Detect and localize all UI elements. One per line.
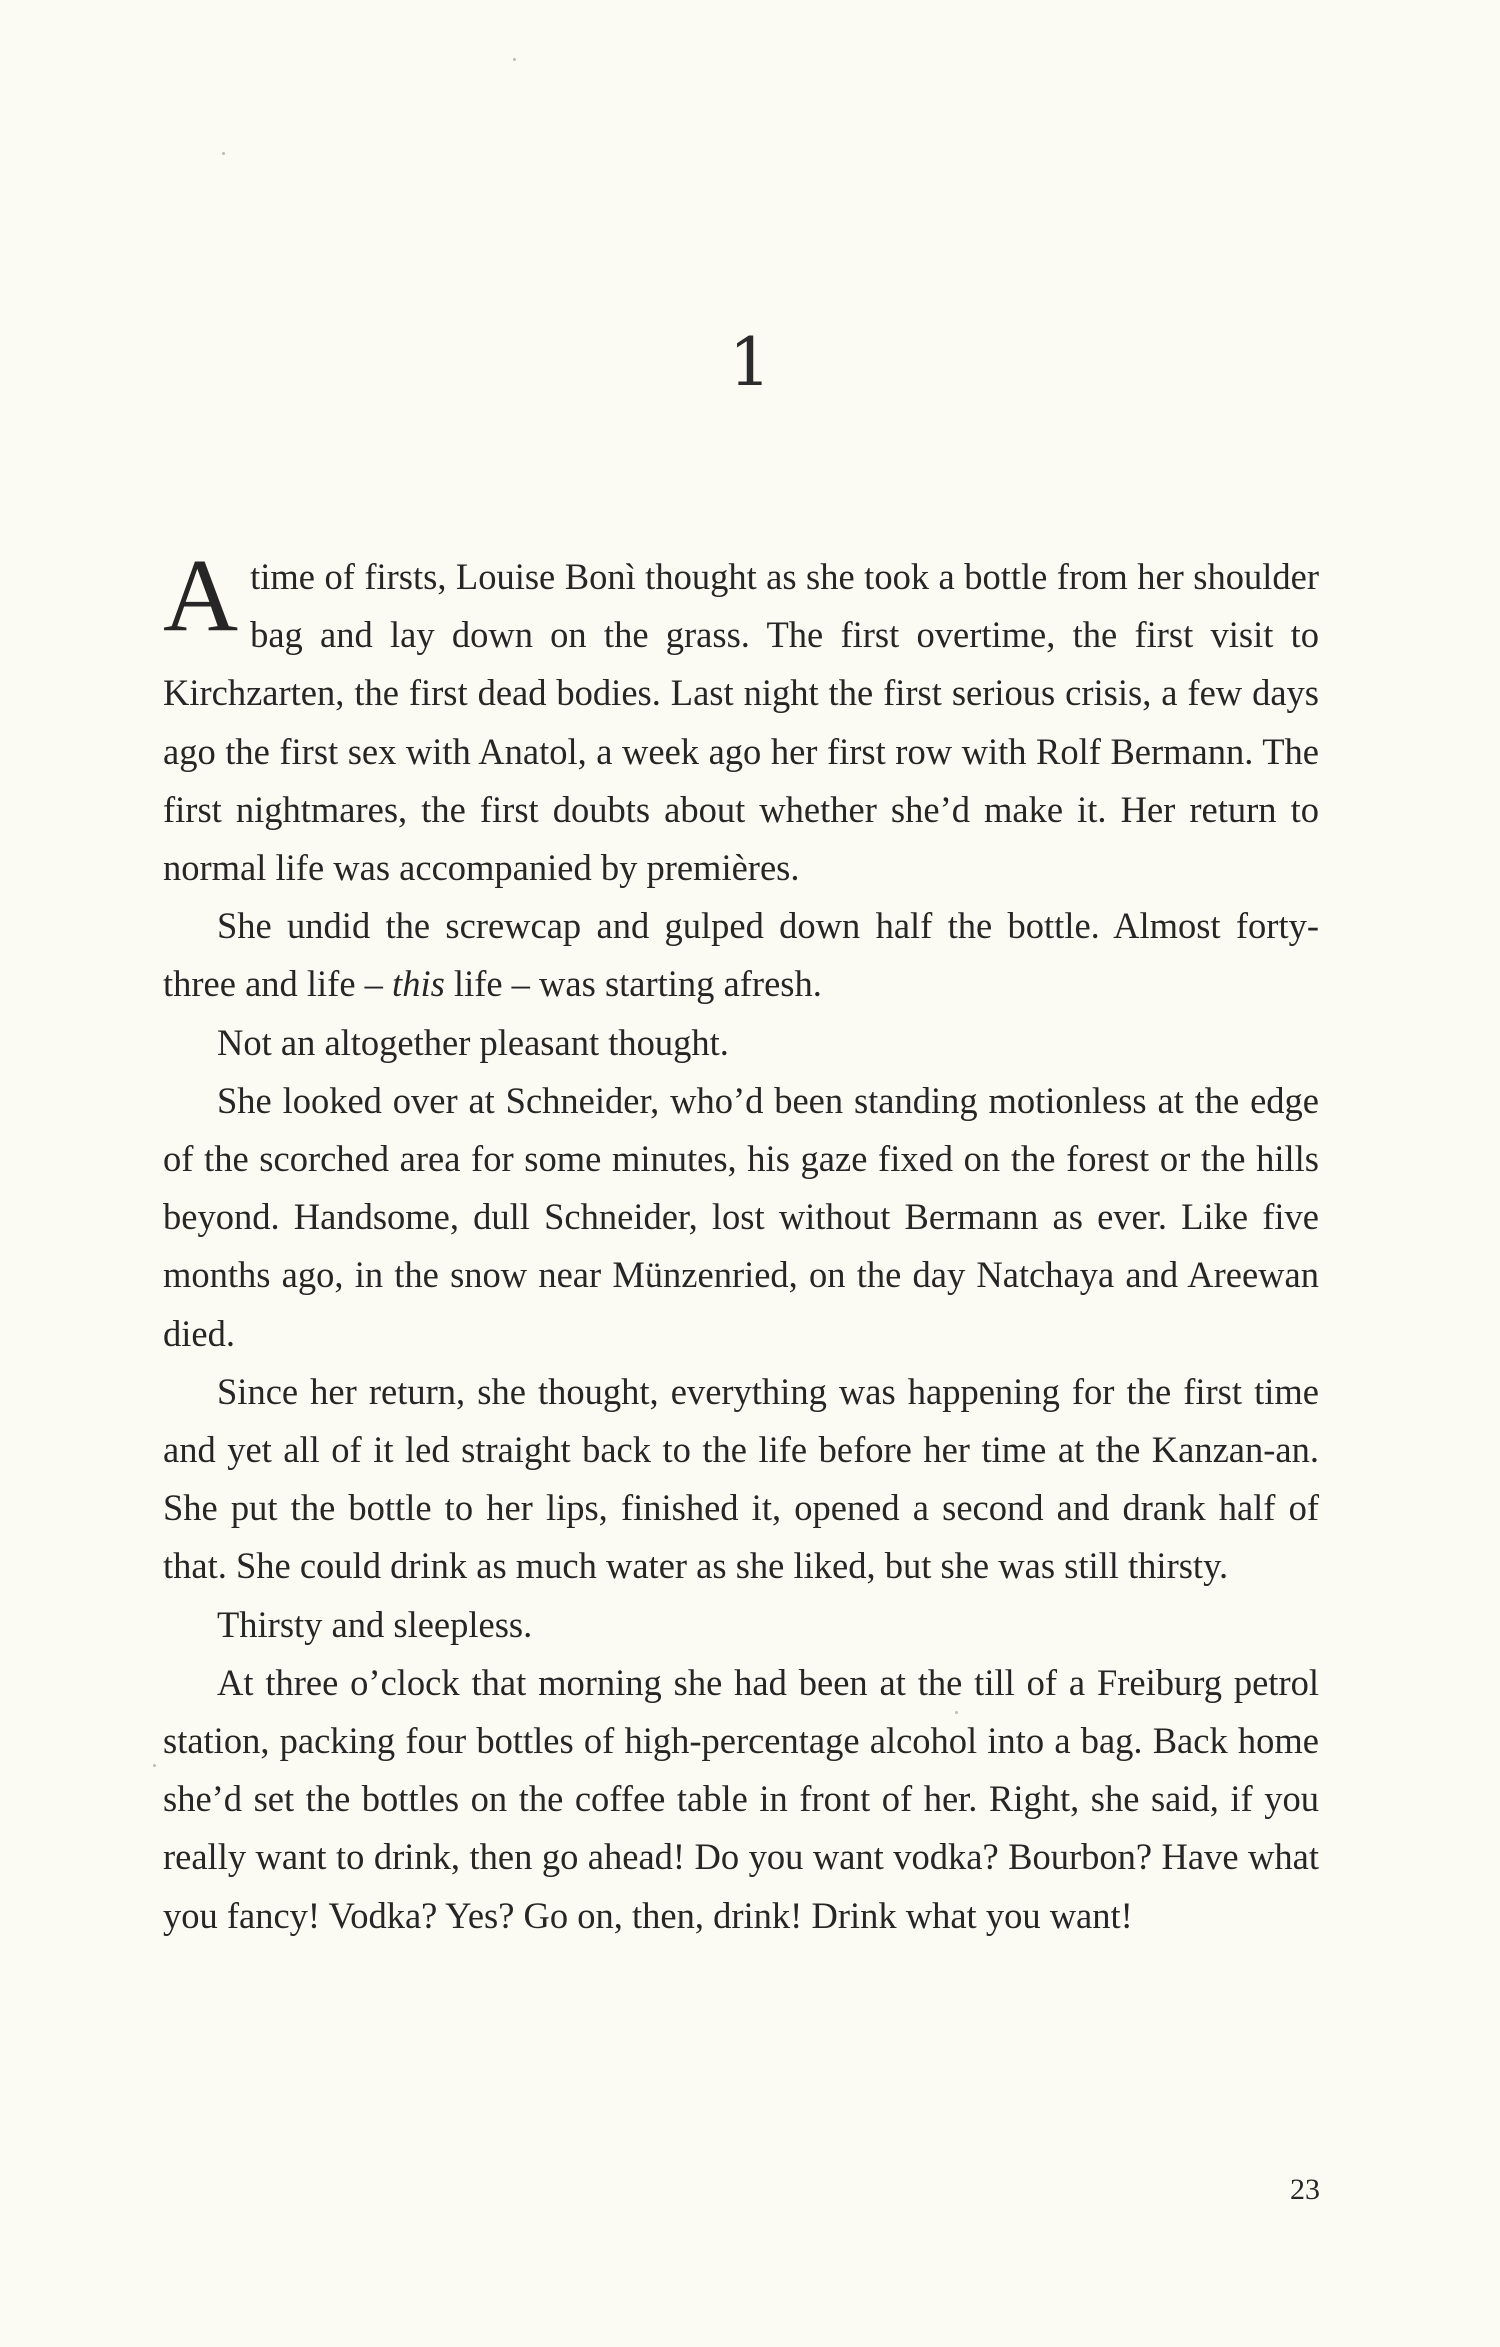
body-text <box>163 538 1319 1945</box>
paragraph: Not an altogether pleasant thought. <box>217 1021 729 1063</box>
paragraph <box>163 538 1319 897</box>
paragraph-text: She undid the screwcap and gulped down half the bottle. Almost forty-three and life – <box>163 905 1319 1005</box>
paragraph: Thirsty and sleepless. <box>217 1603 533 1645</box>
paper-speck <box>513 58 516 61</box>
paragraph <box>163 897 1319 1013</box>
page-number: 23 <box>1290 2173 1320 2206</box>
chapter-number: 1 <box>729 324 771 401</box>
drop-cap: A <box>163 538 239 653</box>
paper-speck <box>153 1764 156 1767</box>
paragraph: She looked over at Schneider, who’d been standing motionless at the edge of the scorched area for some minutes, his gaze fixed on the forest or the hills beyond. Handsome, dull Schneider, lost without Bermann as ever. Like five months ago, in the snow near Münzenried, on the day Natchaya and Areewan died. <box>163 1079 1319 1354</box>
emphasis-text: this <box>392 963 445 1005</box>
paper-speck <box>222 152 225 155</box>
paragraph-text: time of firsts, Louise Bonì thought as she took a bottle from her shoulder bag and lay down on the grass. The first overtime, the first visit to Kirchzarten, the first dead bodies. Last night the first serious crisis, a few days ago the first sex with Anatol, a week ago her first row with Rolf Bermann. The first nightmares, the first doubts about whether she’d make it. Her return to normal life was accompanied by premières. <box>163 556 1319 889</box>
paragraph-text: life – was starting afresh. <box>444 963 822 1005</box>
paragraph: At three o’clock that morning she had been at the till of a Freiburg petrol station, packing four bottles of high-percentage alcohol into a bag. Back home she’d set the bottles on the coffee table in front of her. Right, she said, if you really want to drink, then go ahead! Do you want vodka? Bourbon? Have what you fancy! Vodka? Yes? Go on, then, drink! Drink what you want! <box>163 1661 1319 1936</box>
paper-speck <box>955 1711 958 1714</box>
paragraph: Since her return, she thought, everything was happening for the first time and yet all of it led straight back to the life before her time at the Kanzan-an. She put the bottle to her lips, finished it, opened a second and drank half of that. She could drink as much water as she liked, but she was still thirsty. <box>163 1370 1319 1587</box>
